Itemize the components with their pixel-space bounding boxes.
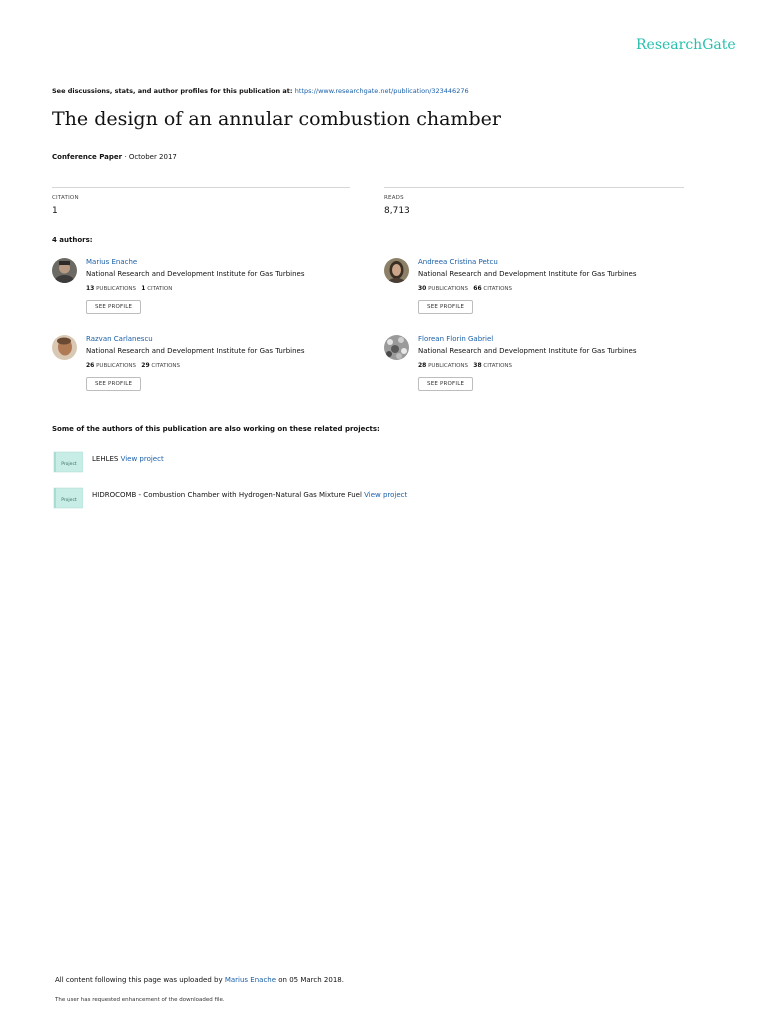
- project-folder-icon: [53, 451, 83, 473]
- author-name[interactable]: Razvan Carlanescu: [86, 335, 153, 343]
- project-icon-label: Project: [61, 498, 77, 503]
- author-card: [52, 258, 352, 328]
- project-name: LEHLES: [92, 455, 121, 463]
- author-name[interactable]: Andreea Cristina Petcu: [418, 258, 498, 266]
- publication-meta: [52, 153, 177, 161]
- view-project-link[interactable]: View project: [364, 491, 408, 499]
- discussions-text: See discussions, stats, and author profiles for this publication at:: [52, 87, 295, 95]
- project-folder-icon: [53, 487, 83, 509]
- project-icon-label: Project: [61, 462, 77, 467]
- meta-separator: ·: [122, 153, 129, 161]
- project-item: [52, 487, 652, 511]
- researchgate-logo[interactable]: ResearchGate: [636, 37, 736, 53]
- avatar[interactable]: [384, 335, 409, 360]
- uploader-link[interactable]: Marius Enache: [224, 976, 277, 984]
- page-title: The design of an annular combustion chamber: [52, 108, 501, 130]
- upload-suffix: on 05 March 2018.: [276, 976, 344, 984]
- author-card: [384, 335, 684, 405]
- citations-count: 1: [141, 285, 146, 292]
- author-stats: [86, 362, 180, 369]
- avatar[interactable]: [384, 258, 409, 283]
- publications-count: 13: [86, 285, 95, 292]
- publications-count: 26: [86, 362, 95, 369]
- author-institution: National Research and Development Institute for Gas Turbines: [86, 347, 305, 355]
- enhancement-note: The user has requested enhancement of the downloaded file.: [55, 997, 225, 1003]
- author-institution: National Research and Development Institute for Gas Turbines: [86, 270, 305, 278]
- publication-type: Conference Paper: [52, 153, 123, 161]
- see-profile-button[interactable]: SEE PROFILE: [418, 300, 473, 314]
- publications-label: PUBLICATIONS: [428, 363, 469, 369]
- discussions-line: [52, 87, 469, 95]
- author-institution: National Research and Development Institute for Gas Turbines: [418, 347, 637, 355]
- see-profile-button[interactable]: SEE PROFILE: [86, 300, 141, 314]
- author-stats: [418, 285, 512, 292]
- see-profile-button[interactable]: SEE PROFILE: [418, 377, 473, 391]
- author-card: [384, 258, 684, 328]
- authors-heading: 4 authors:: [52, 236, 93, 244]
- citations-label: CITATIONS: [483, 286, 513, 292]
- publications-label: PUBLICATIONS: [428, 286, 469, 292]
- publications-label: PUBLICATIONS: [96, 286, 137, 292]
- project-text: [92, 491, 407, 499]
- publications-count: 30: [418, 285, 427, 292]
- author-stats: [86, 285, 172, 292]
- project-text: [92, 455, 164, 463]
- see-profile-button[interactable]: SEE PROFILE: [86, 377, 141, 391]
- view-project-link[interactable]: View project: [120, 455, 164, 463]
- citations-label: CITATIONS: [151, 363, 181, 369]
- citation-value: 1: [52, 206, 58, 216]
- upload-note: [55, 976, 344, 984]
- citation-stat: [52, 187, 350, 216]
- author-card: [52, 335, 352, 405]
- project-name: HIDROCOMB - Combustion Chamber with Hydrogen-Natural Gas Mixture Fuel: [92, 491, 365, 499]
- reads-label: READS: [384, 195, 404, 201]
- author-name[interactable]: Marius Enache: [86, 258, 138, 266]
- related-projects-heading: Some of the authors of this publication are also working on these related projects:: [52, 425, 380, 433]
- publication-date: October 2017: [128, 153, 177, 161]
- project-item: [52, 451, 652, 475]
- publications-count: 28: [418, 362, 427, 369]
- upload-prefix: All content following this page was uploaded by: [55, 976, 225, 984]
- citations-label: CITATIONS: [483, 363, 513, 369]
- author-stats: [418, 362, 512, 369]
- avatar[interactable]: [52, 258, 77, 283]
- citations-label: CITATION: [147, 286, 173, 292]
- publications-label: PUBLICATIONS: [96, 363, 137, 369]
- author-name[interactable]: Florean Florin Gabriel: [418, 335, 494, 343]
- citations-count: 66: [473, 285, 482, 292]
- reads-stat: [384, 187, 684, 216]
- publication-url-link[interactable]: https://www.researchgate.net/publication/323446276: [294, 87, 469, 95]
- author-institution: National Research and Development Institute for Gas Turbines: [418, 270, 637, 278]
- citation-label: CITATION: [52, 195, 79, 201]
- citations-count: 29: [141, 362, 150, 369]
- citations-count: 38: [473, 362, 482, 369]
- reads-value: 8,713: [384, 206, 410, 216]
- avatar[interactable]: [52, 335, 77, 360]
